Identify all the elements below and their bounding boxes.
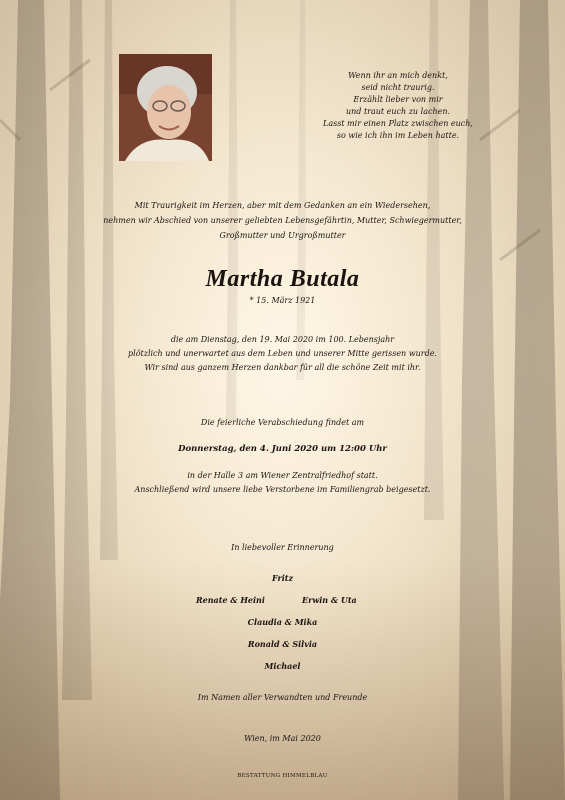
ceremony-place [0, 469, 565, 497]
ceremony-place-line: Anschließend wird unsere liebe Verstorbene im Familiengrab beigesetzt. [134, 485, 431, 494]
mourner-name: Ronald & Silvia [247, 639, 318, 649]
intro-line: Mit Traurigkeit im Herzen, aber mit dem Gedanken an ein Wiedersehen, [134, 201, 431, 210]
intro-line: nehmen wir Abschied von unserer geliebten Lebensgefährtin, Mutter, Schwiegermutter, [103, 216, 462, 225]
poem-line: und traut euch zu lachen. [345, 107, 451, 116]
poem-line: Wenn ihr an mich denkt, [348, 71, 448, 80]
death-line: plötzlich und unerwartet aus dem Leben und unserer Mitte gerissen wurde. [128, 349, 437, 358]
poem-line: so wie ich ihn im Leben hatte. [336, 131, 460, 140]
mourners-intro: In liebevoller Erinnerung [231, 543, 334, 552]
relatives-line: Im Namen aller Verwandten und Freunde [197, 693, 368, 702]
poem-line: Lasst mir einen Platz zwischen euch, [323, 119, 473, 128]
poem-line: seid nicht traurig. [361, 83, 435, 92]
birth-date: * 15. März 1921 [249, 296, 316, 305]
death-line: die am Dienstag, den 19. Mai 2020 im 100. Lebensjahr [170, 335, 395, 344]
intro-text [0, 198, 565, 243]
mourner-name: Erwin & Uta [302, 595, 357, 605]
ceremony-place-line: in der Halle 3 am Wiener Zentralfriedhof statt. [187, 471, 378, 480]
intro-line: Großmutter und Urgroßmutter [219, 231, 346, 240]
mourner-name: Michael [264, 661, 301, 671]
portrait-photo [119, 54, 212, 161]
ceremony-intro: Die feierliche Verabschiedung findet am [200, 418, 365, 427]
place-date: Wien, im Mai 2020 [244, 734, 321, 743]
undertaker-name: BESTATTUNG HIMMELBLAU [237, 773, 328, 779]
poem-line: Erzählt lieber von mir [353, 95, 443, 104]
mourner-name: Renate & Heini [196, 595, 265, 605]
death-line: Wir sind aus ganzem Herzen dankbar für all die schöne Zeit mit ihr. [144, 363, 421, 372]
deceased-name: Martha Butala [205, 266, 360, 292]
memorial-poem [318, 70, 478, 142]
mourner-name: Fritz [271, 573, 294, 583]
death-notice [0, 333, 565, 375]
ceremony-date: Donnerstag, den 4. Juni 2020 um 12:00 Uhr [178, 444, 387, 454]
mourner-name: Claudia & Mika [247, 617, 318, 627]
